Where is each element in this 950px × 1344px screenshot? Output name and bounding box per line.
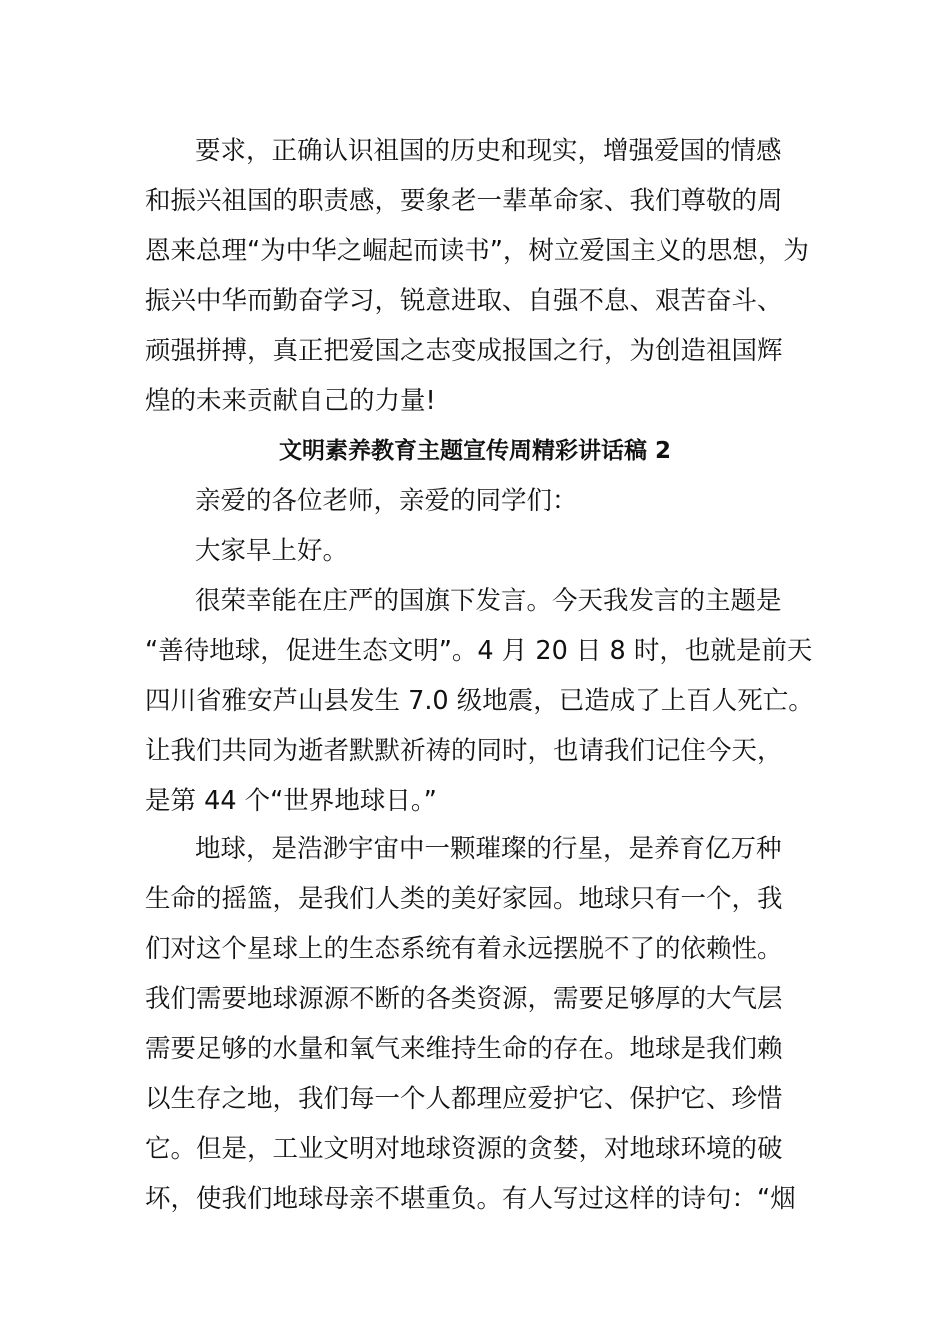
paragraph-1-line-1: 要求，正确认识祖国的历史和现实，增强爱国的情感 <box>195 136 782 166</box>
paragraph-2-line-5: 是第 44 个“世界地球日。” <box>145 786 437 816</box>
good-morning: 大家早上好。 <box>195 536 349 566</box>
section-title: 文明素养教育主题宣传周精彩讲话稿 2 <box>278 438 671 464</box>
paragraph-3-line-4: 我们需要地球源源不断的各类资源，需要足够厚的大气层 <box>145 984 783 1014</box>
paragraph-1-line-4: 振兴中华而勤奋学习，锐意进取、自强不息、艰苦奋斗、 <box>145 286 783 316</box>
paragraph-3-line-1: 地球，是浩渺宇宙中一颗璀璨的行星，是养育亿万种 <box>195 834 782 864</box>
paragraph-3-line-3: 们对这个星球上的生态系统有着永远摆脱不了的依赖性。 <box>145 934 783 964</box>
paragraph-3-line-2: 生命的摇篮，是我们人类的美好家园。地球只有一个，我 <box>145 884 783 914</box>
paragraph-1-line-2: 和振兴祖国的职责感，要象老一辈革命家、我们尊敬的周 <box>145 186 783 216</box>
paragraph-3-line-6: 以生存之地，我们每一个人都理应爱护它、保护它、珍惜 <box>145 1084 783 1114</box>
paragraph-1-line-6: 煌的未来贡献自己的力量! <box>145 386 436 416</box>
paragraph-1-line-5: 顽强拼搏，真正把爱国之志变成报国之行，为创造祖国辉 <box>145 336 783 366</box>
paragraph-3-line-8: 坏，使我们地球母亲不堪重负。有人写过这样的诗句：“烟 <box>145 1184 796 1214</box>
paragraph-2-line-2: “善待地球，促进生态文明”。4 月 20 日 8 时，也就是前天 <box>145 636 813 666</box>
paragraph-1-line-3: 恩来总理“为中华之崛起而读书”，树立爱国主义的思想，为 <box>145 236 809 266</box>
paragraph-2-line-1: 很荣幸能在庄严的国旗下发言。今天我发言的主题是 <box>195 586 782 616</box>
paragraph-3-line-5: 需要足够的水量和氧气来维持生命的存在。地球是我们赖 <box>145 1034 783 1064</box>
paragraph-3-line-7: 它。但是，工业文明对地球资源的贪婪，对地球环境的破 <box>145 1134 783 1164</box>
paragraph-2-line-3: 四川省雅安芦山县发生 7.0 级地震，已造成了上百人死亡。 <box>145 686 814 716</box>
paragraph-2-line-4: 让我们共同为逝者默默祈祷的同时，也请我们记住今天， <box>145 736 783 766</box>
greeting: 亲爱的各位老师，亲爱的同学们： <box>195 486 578 516</box>
